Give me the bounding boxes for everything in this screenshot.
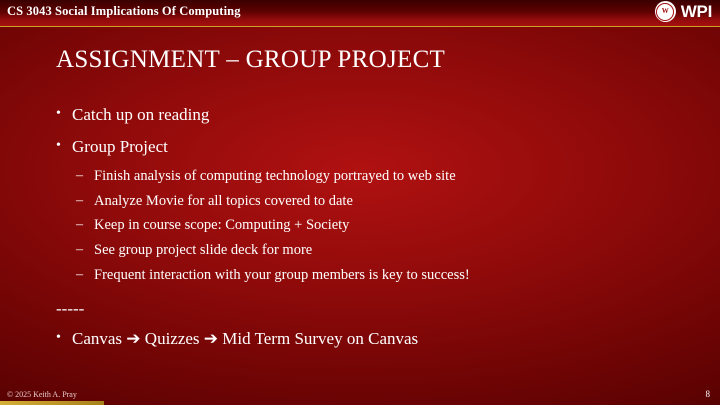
wpi-seal-letter: W bbox=[661, 7, 669, 15]
page-number: 8 bbox=[705, 389, 710, 399]
wpi-wordmark: WPI bbox=[680, 1, 712, 21]
wpi-seal-icon bbox=[655, 1, 676, 22]
bullet-item bbox=[56, 329, 676, 349]
bullet-item bbox=[56, 105, 676, 125]
header-bar bbox=[0, 0, 720, 27]
sub-bullet-marker: – bbox=[76, 192, 83, 208]
sub-bullet-marker: – bbox=[76, 266, 83, 282]
text-divider: ----- bbox=[56, 299, 85, 319]
sub-bullet-item bbox=[76, 168, 676, 185]
bullet-marker: • bbox=[56, 330, 61, 346]
bullet-text: Canvas ➔ Quizzes ➔ Mid Term Survey on Canvas bbox=[72, 329, 419, 349]
bullet-text: Group Project bbox=[72, 136, 168, 156]
sub-bullet-text: Keep in course scope: Computing + Society bbox=[94, 217, 350, 234]
page-title: ASSIGNMENT – GROUP PROJECT bbox=[56, 46, 446, 73]
sub-bullet-text: Analyze Movie for all topics covered to date bbox=[94, 192, 353, 209]
bullet-marker: • bbox=[56, 106, 61, 121]
bullet-text: Catch up on reading bbox=[72, 105, 210, 124]
course-title: CS 3043 Social Implications Of Computing bbox=[7, 4, 241, 18]
sub-bullet-item bbox=[76, 242, 676, 259]
sub-bullet-text: Frequent interaction with your group members is key to success! bbox=[94, 266, 470, 283]
sub-bullet-item bbox=[76, 217, 676, 234]
sub-bullet-text: Finish analysis of computing technology portrayed to web site bbox=[94, 168, 456, 185]
bullet-item bbox=[56, 137, 676, 157]
sub-bullet-text: See group project slide deck for more bbox=[94, 242, 313, 259]
sub-bullet-marker: – bbox=[76, 242, 83, 258]
sub-bullet-marker: – bbox=[76, 168, 83, 184]
wpi-logo bbox=[655, 1, 712, 22]
footer-accent-bar bbox=[0, 401, 104, 405]
sub-bullet-item bbox=[76, 193, 676, 210]
bullet-marker: • bbox=[56, 137, 61, 153]
copyright-notice: © 2025 Keith A. Pray bbox=[7, 390, 77, 399]
slide-body bbox=[56, 105, 676, 361]
sub-bullet-marker: – bbox=[76, 217, 83, 233]
sub-bullet-item bbox=[76, 267, 676, 284]
